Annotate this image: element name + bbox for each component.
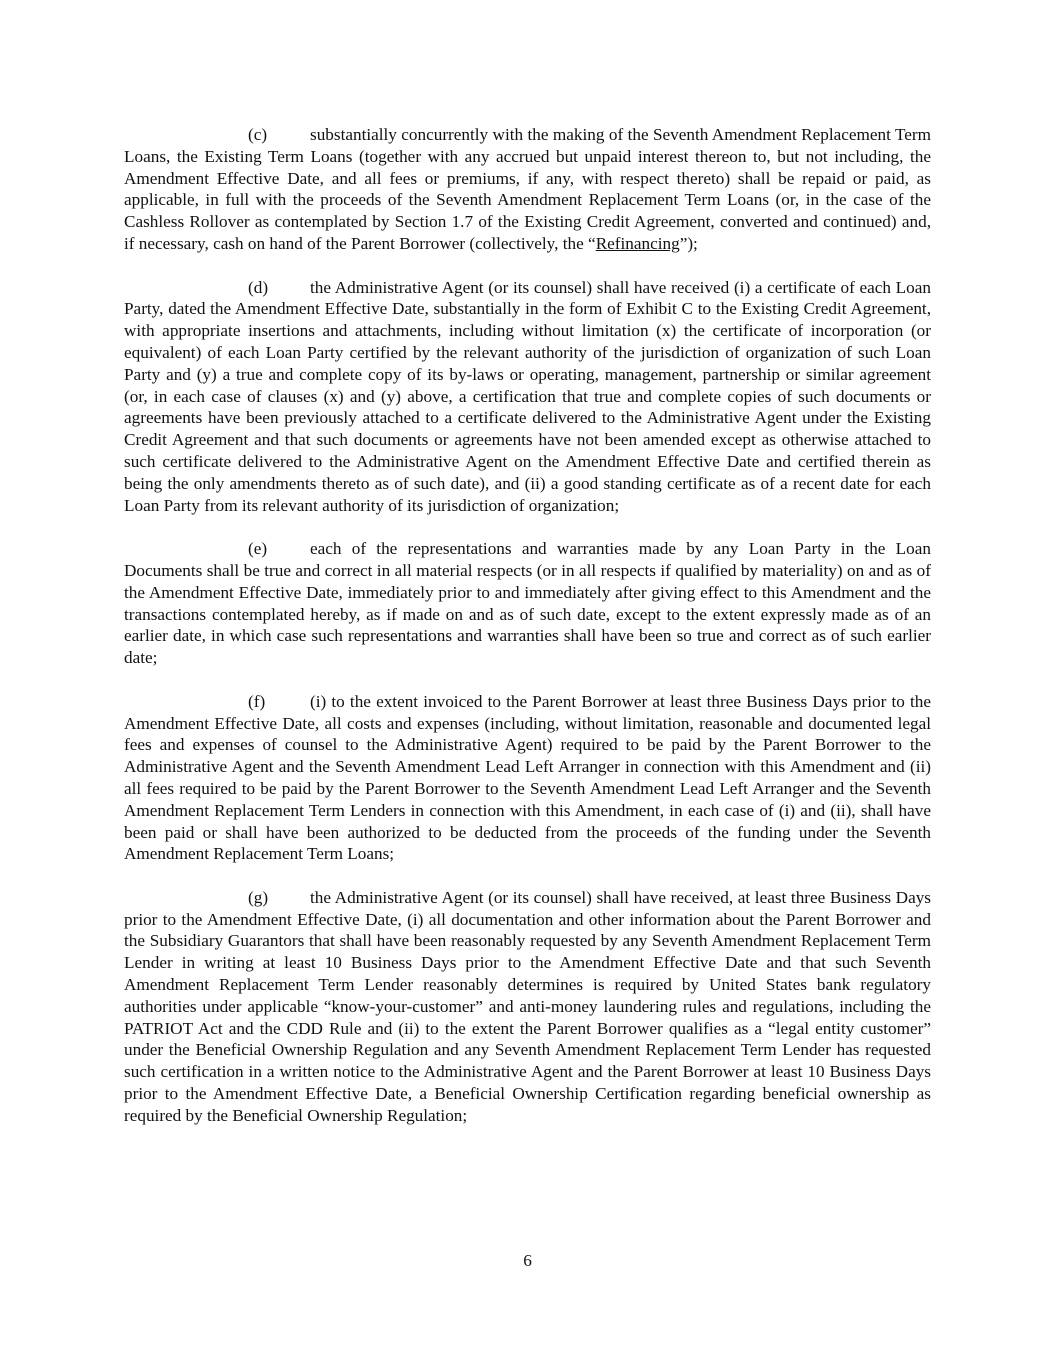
paragraph-d-text: the Administrative Agent (or its counsel) shall have received (i) a certificate of each Loan Party, dated the Amendment Effective Date, substantially in the form of Exhibit C to the Existing Credit Agreement, with appropriate insertions and attachments, including without limitation (x) the certificate of incorporation (or equivalent) of each Loan Party certified by the relevant authority of the jurisdiction of organization of such Loan Party and (y) a true and complete copy of its by-laws or operating, management, partnership or similar agreement (or, in each case of clauses (x) and (y) above, a certification that true and complete copies of such documents or agreements have been previously attached to a certificate delivered to the Administrative Agent under the Existing Credit Agreement and that such documents or agreements have not been amended except as otherwise attached to such certificate delivered to the Administrative Agent on the Amendment Effective Date and certified therein as being the only amendments thereto as of such date), and (ii) a good standing certificate as of a recent date for each Loan Party from its relevant authority of its jurisdiction of organization;: [124, 277, 931, 515]
document-body: [124, 124, 931, 1148]
page-number: 6: [523, 1251, 532, 1270]
clause-marker-g: (g): [248, 887, 269, 907]
paragraph-f: [124, 691, 931, 865]
clause-marker-d: (d): [248, 277, 269, 297]
paragraph-g-text: the Administrative Agent (or its counsel) shall have received, at least three Business Days prior to the Amendment Effective Date, (i) all documentation and other information about the Parent Borrower and the Subsidiary Guarantors that shall have been reasonably requested by any Seventh Amendment Replacement Term Lender in writing at least 10 Business Days prior to the Amendment Effective Date and that such Seventh Amendment Replacement Term Lender reasonably determines is required by United States bank regulatory authorities under applicable “know-your-customer” and anti-money laundering rules and regulations, including the PATRIOT Act and the CDD Rule and (ii) to the extent the Parent Borrower qualifies as a “legal entity customer” under the Beneficial Ownership Regulation and any Seventh Amendment Replacement Term Lender has requested such certification in a written notice to the Administrative Agent and the Parent Borrower at least 10 Business Days prior to the Amendment Effective Date, a Beneficial Ownership Certification regarding beneficial ownership as required by the Beneficial Ownership Regulation;: [124, 887, 931, 1125]
paragraph-c-text-end: ”);: [679, 233, 698, 253]
paragraph-c: [124, 124, 931, 255]
paragraph-e-text: each of the representations and warranties made by any Loan Party in the Loan Documents shall be true and correct in all material respects (or in all respects if qualified by materiality) on and as of the Amendment Effective Date, immediately prior to and immediately after giving effect to this Amendment and the transactions contemplated hereby, as if made on and as of such date, except to the extent expressly made as of an earlier date, in which case such representations and warranties shall have been so true and correct as of such earlier date;: [124, 539, 931, 668]
paragraph-e: [124, 538, 931, 669]
paragraph-g: [124, 887, 931, 1127]
paragraph-f-text: (i) to the extent invoiced to the Parent Borrower at least three Business Days prior to the Amendment Effective Date, all costs and expenses (including, without limitation, reasonable and documented legal fees and expenses of counsel to the Administrative Agent) required to be paid by the Parent Borrower to the Administrative Agent and the Seventh Amendment Lead Left Arranger in connection with this Amendment and (ii) all fees required to be paid by the Parent Borrower to the Seventh Amendment Lead Left Arranger and the Seventh Amendment Replacement Term Lenders in connection with this Amendment, in each case of (i) and (ii), shall have been paid or shall have been authorized to be deducted from the proceeds of the funding under the Seventh Amendment Replacement Term Loans;: [124, 691, 931, 864]
defined-term-refinancing: Refinancing: [595, 233, 680, 253]
clause-marker-c: (c): [248, 125, 268, 144]
clause-marker-e: (e): [248, 539, 268, 559]
clause-marker-f: (f): [248, 691, 266, 711]
paragraph-c-text: substantially concurrently with the making of the Seventh Amendment Replacement Term Loans, the Existing Term Loans (together with any accrued but unpaid interest thereon to, but not including, the Amendment Effective Date, and all fees or premiums, if any, with respect thereto) shall be repaid or paid, as applicable, in full with the proceeds of the Seventh Amendment Replacement Term Loans (or, in the case of the Cashless Rollover as contemplated by Section 1.7 of the Existing Credit Agreement, converted and continued) and, if necessary, cash on hand of the Parent Borrower (collectively, the “: [124, 125, 931, 253]
paragraph-d: [124, 277, 931, 517]
